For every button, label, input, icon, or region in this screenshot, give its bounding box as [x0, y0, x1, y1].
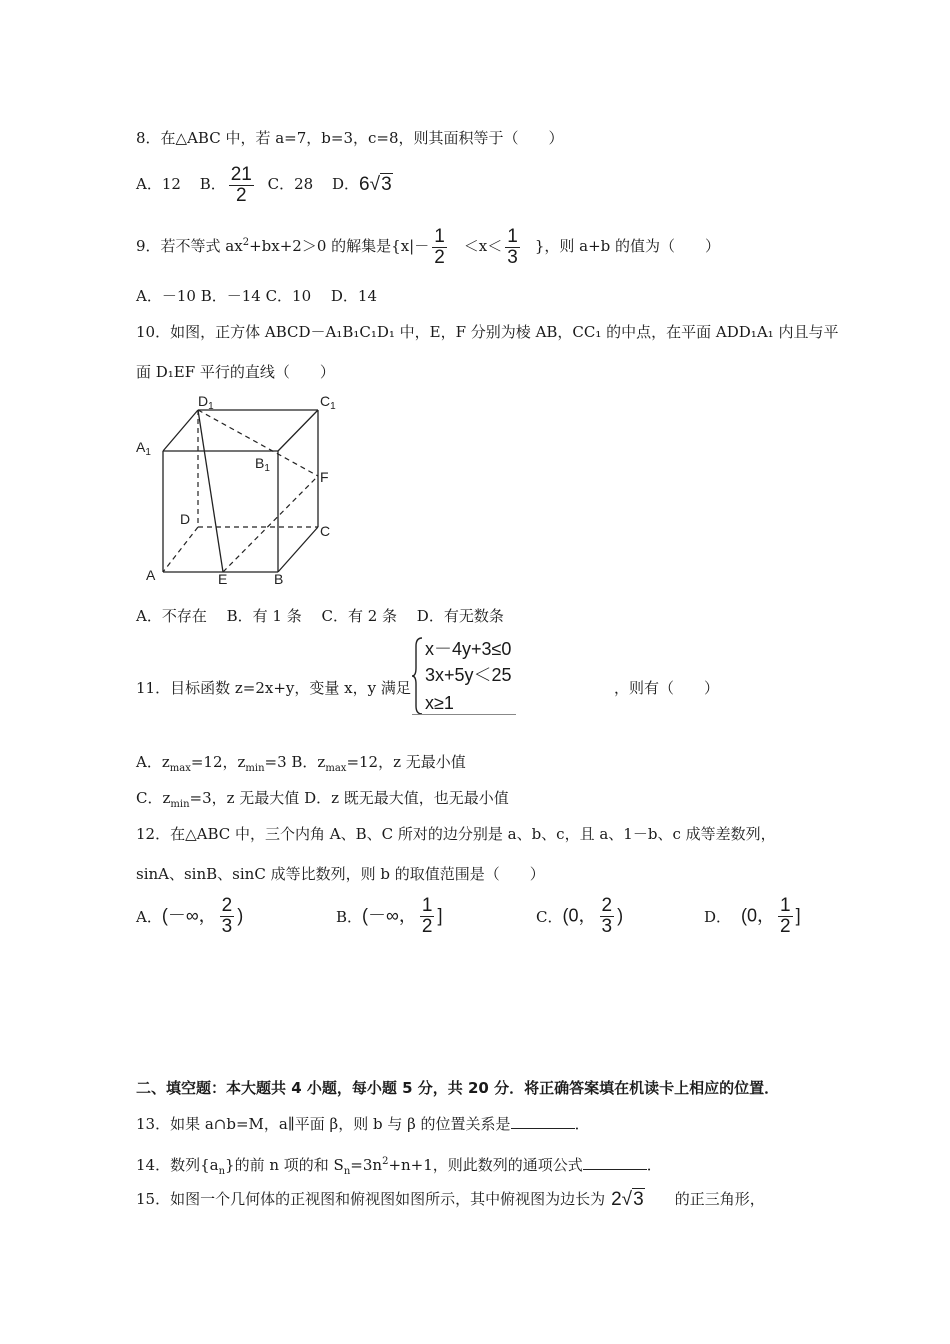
q12-opt-c-num: 2	[601, 895, 613, 916]
q9-sup: 2	[242, 237, 250, 248]
label-c1: $C_1$	[320, 393, 336, 412]
q12-opt-d-frac	[778, 896, 793, 937]
q15	[136, 1184, 765, 1215]
q11-opt-b-rest: =12，z 无最小值	[346, 753, 466, 771]
q13-end: ．	[574, 1115, 590, 1133]
q11-stem-pre: 11．目标函数 z=2x+y，变量 x，y 满足	[136, 679, 411, 697]
q9-stem-pre: 9．若不等式 ax	[136, 237, 243, 255]
q9-stem-post: }，则 a+b 的值为（ ）	[534, 237, 721, 255]
q12-opt-c-left: (0，	[562, 905, 597, 926]
q12-opt-b-num: 1	[421, 895, 433, 916]
q14-sup: 2	[382, 1156, 389, 1167]
q14-stem-d: +n+1，则此数列的通项公式	[388, 1156, 583, 1174]
q8-stem: 8．在△ABC 中，若 a=7，b=3，c=8，则其面积等于（ ）	[136, 129, 564, 147]
q12-opt-a-num: 2	[221, 895, 233, 916]
q11-stem-post: ，则有（ ）	[614, 679, 720, 697]
q14-stem-a: 14．数列{a	[136, 1156, 219, 1174]
q8-opt-d-sqrt: 6√3	[359, 174, 392, 195]
q12-stem-line1: 12．在△ABC 中，三个内角 A、B、C 所对的边分别是 a、b、c，且 a、1－b、c 成等差数列，	[136, 825, 776, 843]
q14	[136, 1152, 662, 1182]
q12-opt-d-num: 1	[780, 895, 791, 916]
q11-constraint-3: x≥1	[425, 693, 454, 713]
q11-opt-b-label: =3 B．z	[264, 753, 326, 771]
q12-opt-c-frac	[600, 896, 615, 937]
q12-opt-b-interval	[362, 896, 442, 937]
q9-frac-half-num: 1	[434, 225, 445, 247]
label-b: B	[274, 571, 284, 587]
label-b1: $B_1$	[255, 455, 270, 474]
q12-opt-d-left: (0，	[741, 905, 776, 926]
q12-opt-c-interval	[562, 896, 623, 937]
q8-opt-b-frac	[229, 165, 254, 206]
q8-opt-d-coef: 6	[359, 174, 370, 195]
q14-answer-blank[interactable]	[583, 1155, 647, 1170]
q15-coef: 2	[611, 1189, 622, 1210]
q11-opt-c-rest: =3，z 无最大值 D．z 既无最大值，也无最小值	[189, 789, 509, 807]
q12-opt-d-interval	[741, 896, 801, 937]
hidden-edge-d-a	[163, 527, 198, 572]
q8-opt-c: C．28	[267, 175, 314, 193]
q13-stem: 13．如果 a∩b=M，a∥平面 β，则 b 与 β 的位置关系是	[136, 1115, 511, 1133]
q9-frac-third-num: 1	[507, 225, 518, 247]
label-d: D	[180, 511, 191, 527]
q12-opt-b-frac	[420, 896, 435, 937]
q12-opt-b-left: (－∞，	[362, 905, 417, 926]
q12-opt-d	[704, 896, 801, 937]
q12-stem-line2: sinA、sinB、sinC 成等比数列，则 b 的取值范围是（ ）	[136, 865, 545, 883]
section-2-heading: 二、填空题：本大题共 4 小题，每小题 5 分，共 20 分．将正确答案填在机读卡上相应的位置．	[136, 1079, 780, 1097]
q11-sub-min-c: min	[170, 799, 190, 810]
q10-stem-line1: 10．如图，正方体 ABCD－A₁B₁C₁D₁ 中，E，F 分别为棱 AB，CC₁ 的中点，在平面 ADD₁A₁ 内且与平	[136, 323, 839, 341]
q11-constraint-1: x－4y+3≤0	[425, 639, 512, 659]
q12-opt-c-right: )	[617, 905, 624, 926]
q11-brace	[412, 636, 424, 716]
q13	[136, 1114, 590, 1134]
q12-opt-b-den: 2	[421, 916, 433, 937]
q12-opt-a-right: )	[237, 905, 244, 926]
edge-a1-d1	[163, 410, 198, 451]
q14-sub-a: n	[218, 1166, 226, 1177]
q9-frac-third-den: 3	[507, 246, 518, 268]
q13-answer-blank[interactable]	[511, 1114, 575, 1129]
q8-options	[136, 162, 393, 207]
q11-options-line1	[136, 752, 466, 779]
q12-opt-a-left: (－∞，	[161, 905, 217, 926]
q14-end: ．	[646, 1156, 662, 1174]
q15-stem-a: 15．如图一个几何体的正视图和俯视图如图所示，其中俯视图为边长为	[136, 1190, 606, 1208]
q9-stem-mid: +bx+2＞0 的解集是{x|－	[249, 237, 430, 255]
q8-opt-d-radicand: 3	[381, 174, 392, 195]
q10-cube-figure	[130, 388, 350, 588]
label-f: F	[320, 469, 329, 485]
q15-stem-b: 的正三角形，	[674, 1190, 765, 1208]
q12-opt-d-right: ]	[795, 905, 801, 926]
label-a1: $A_1$	[136, 439, 151, 458]
q12-opt-b	[336, 896, 442, 937]
q12-opt-a	[136, 896, 243, 937]
q14-sub-s: n	[343, 1166, 351, 1177]
q12-opt-d-den: 2	[780, 916, 791, 937]
q11-opt-a-mid: =12，z	[190, 753, 246, 771]
q11-opt-a-label: A．z	[136, 753, 170, 771]
edge-c1-b1	[278, 410, 318, 451]
label-d1: $D_1$	[198, 393, 214, 412]
q12-opt-a-frac	[220, 896, 235, 937]
q9-stem	[136, 220, 720, 269]
q14-stem-b: }的前 n 项的和 S	[225, 1156, 344, 1174]
q10-stem-line2: 面 D₁EF 平行的直线（ ）	[136, 363, 335, 381]
q11-system-rule	[412, 714, 516, 715]
q9-frac-half-den: 2	[434, 246, 445, 268]
label-e: E	[218, 571, 228, 587]
edge-c-b	[278, 527, 318, 572]
q12-opt-a-label: A．	[136, 908, 162, 926]
q8-opt-d-label: D．	[332, 175, 360, 193]
q11-options-line2	[136, 788, 509, 815]
q11-sub-max-a: max	[169, 763, 191, 774]
q15-sqrt: 2√3	[611, 1189, 644, 1210]
q8-opt-b-den: 2	[236, 184, 247, 206]
q8-opt-a: A．12	[136, 175, 181, 193]
q15-radicand: 3	[633, 1189, 644, 1210]
q12-opt-a-interval	[162, 896, 243, 937]
q12-opt-b-label: B．	[336, 908, 363, 926]
q11-constraint-system	[412, 636, 516, 716]
segment-e-f	[223, 476, 318, 572]
q12-opt-d-label: D．	[704, 908, 732, 926]
q11-constraint-2: 3x+5y＜25	[425, 665, 512, 685]
label-a: A	[146, 567, 156, 583]
segment-d1-e	[198, 410, 223, 572]
q12-opt-c-label: C．	[536, 908, 563, 926]
q9-frac-half	[432, 227, 447, 268]
q12-opt-c-den: 3	[601, 916, 613, 937]
q9-options: A．－10 B．－14 C．10 D．14	[136, 287, 378, 305]
q11-sub-max-b: max	[325, 763, 347, 774]
q11-opt-c-label: C．z	[136, 789, 171, 807]
q9-stem-lt: ＜x＜	[463, 237, 503, 255]
q8-opt-b-label: B．	[199, 175, 226, 193]
q12-opt-b-right: ]	[437, 905, 443, 926]
label-c: C	[320, 523, 331, 539]
q14-stem-c: =3n	[350, 1156, 383, 1174]
q12-opt-a-den: 3	[221, 916, 233, 937]
q11-sub-min-a: min	[245, 763, 265, 774]
q12-opt-c	[536, 896, 623, 937]
q10-options: A．不存在 B．有 1 条 C．有 2 条 D．有无数条	[136, 607, 504, 625]
q8-opt-b-num: 21	[230, 163, 252, 185]
q9-frac-third	[505, 227, 520, 268]
